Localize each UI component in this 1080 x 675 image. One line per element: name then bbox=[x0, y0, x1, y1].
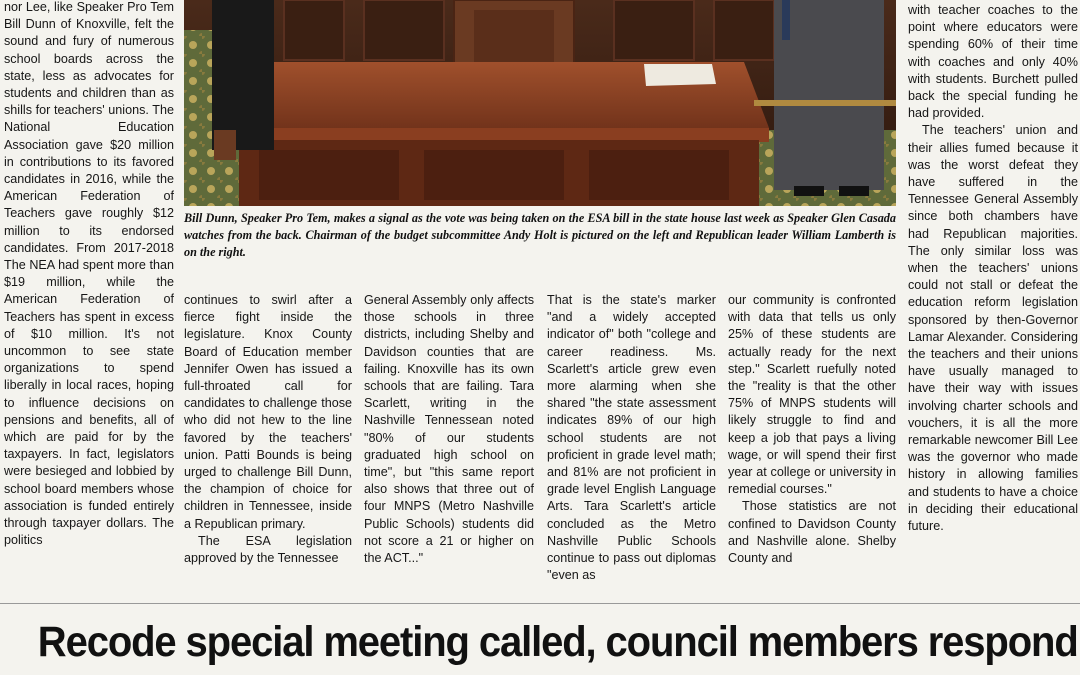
section-divider bbox=[0, 603, 1080, 604]
article-paragraph: The teachers' union and their allies fumed because it was the worst defeat they have suffered in the Tennessee General Assembly since both chambers have had Republican majorities. The only similar loss was when the teachers' unions could not stall or defeat the education reform legislation sponsored by then-Governor Lamar Alexander. Considering the teachers and their unions have usually managed to have their way with issues involving charter schools and vouchers, it is all the more remarkable newcomer Bill Lee was the governor who made history in allowing families and students to have a choice in deciding their educational future. bbox=[908, 123, 1078, 534]
article-paragraph: nor Lee, like Speaker Pro Tem Bill Dunn of Knoxville, felt the sound and fury of numerous school boards across the state, less as advocates for students and children than as shills for teachers' unions. The National Education Association gave $20 million in contributions to its favored candidates in 2016, while the American Federation of Teachers gave roughly $12 million to its endorsed candidates. From 2017-2018 The NEA had spent more than $19 million, while the American Federation of Teachers has spent in excess of $10 million. It's not uncommon to see state organizations to spend liberally in local races, hoping to influence decisions on pensions and benefits, all of which are paid for by the taxpayers. In fact, legislators were besieged and lobbied by school board members whose association is funded entirely through taxpayer dollars. The politics bbox=[4, 0, 174, 548]
article-column-4 bbox=[547, 292, 716, 600]
article-paragraph: our community is confronted with data that tells us only 25% of these students are actually ready for the next step." Scarlett ruefully noted the "reality is that the other 75% of MNPS students will likely struggle to find and keep a job that pays a living wage, or will spend their first year at college or university in remedial courses." bbox=[728, 293, 896, 497]
article-column-6 bbox=[908, 0, 1078, 600]
article-column-1 bbox=[4, 0, 174, 600]
headline: Recode special meeting called, council members respond bbox=[37, 618, 1078, 666]
article-column-3 bbox=[364, 292, 534, 600]
article-column-2 bbox=[184, 292, 352, 600]
article-paragraph: That is the state's marker "and a widely accepted indicator of" both "college and career readiness. Ms. Scarlett's article grew even more alarming when she shared "the state assessment indicates 89% of our high school students are not proficient in grade level math; and 81% are not proficient in grade level English Language Arts. Tara Scarlett's article concluded as the Metro Nashville Public Schools continue to pass out diplomas "even as bbox=[547, 293, 716, 583]
legislature-photo bbox=[184, 0, 896, 206]
photo-caption: Bill Dunn, Speaker Pro Tem, makes a signal as the vote was being taken on the ESA bill in the state house last week as Speaker Glen Casada watches from the back. Chairman of the budget subcommittee Andy Holt is pictured on the left and Republican leader William Lamberth is on the right. bbox=[184, 211, 896, 259]
article-paragraph: General Assembly only affects those schools in three districts, including Shelby and Davidson counties that are failing. Knoxville has its own schools that are failing. Tara Scarlett, writing in the Nashville Tennessean noted "80% of our students graduated high school on time", but "this same report also shows that three out of four MNPS (Metro Nashville Public Schools) students did not score a 21 or higher on the ACT..." bbox=[364, 293, 534, 566]
article-paragraph: The ESA legislation approved by the Tennessee bbox=[184, 533, 352, 566]
article-paragraph: continues to swirl after a fierce fight inside the legislature. Knox County Board of Education member Jennifer Owen has issued a full-throated call for candidates to challenge those who did not hew to the line favored by the teachers' union. Patti Bounds is being urged to challenge Bill Dunn, the champion of choice for children in Tennessee, inside a Republican primary. bbox=[184, 293, 352, 531]
article-column-5 bbox=[728, 292, 896, 600]
article-paragraph: Those statistics are not confined to Davidson County and Nashville alone. Shelby County and bbox=[728, 499, 896, 566]
photo-illustration bbox=[184, 0, 896, 206]
article-paragraph: with teacher coaches to the point where educators were spending 60% of their time with coaches and only 40% with students. Burchett pulled back the special funding he had provided. bbox=[908, 3, 1078, 121]
